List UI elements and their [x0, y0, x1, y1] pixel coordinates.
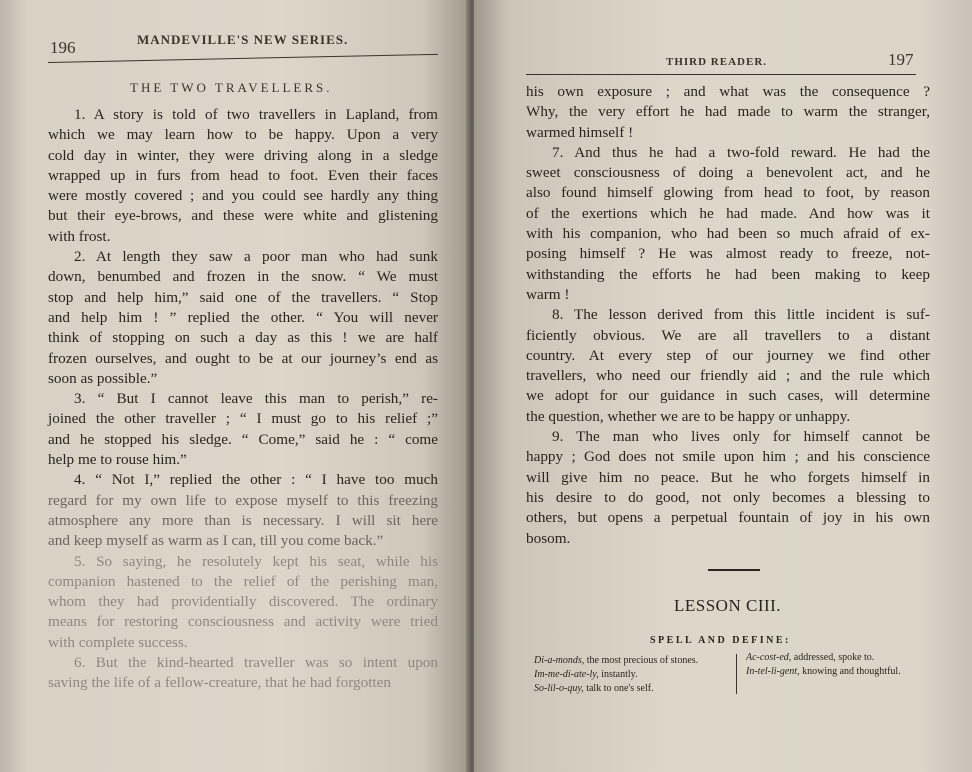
text-line: ficiently obvious. We are all travellers to a distant — [526, 326, 930, 344]
vocab-definition: addressed, spoke to. — [791, 652, 875, 663]
text-line: down, benumbed and frozen in the snow. “ We must — [48, 268, 438, 286]
vocab-definition: talk to one's self. — [583, 683, 654, 694]
text-line: 4. “ Not I,” replied the other : “ I have too much — [74, 471, 438, 489]
text-line: 8. The lesson derived from this little incident is suf- — [552, 306, 930, 324]
text-line: with his companion, who had been so much afraid of ex- — [526, 225, 930, 243]
text-line: think of stopping on such a day as this ! we are half — [48, 329, 438, 347]
page-number-left: 196 — [50, 38, 76, 57]
text-line: bosom. — [526, 529, 571, 547]
story-title: THE TWO TRAVELLERS. — [130, 80, 333, 95]
text-line: posing himself ? He was almost ready to freeze, not- — [526, 245, 930, 263]
lesson-title: LESSON CIII. — [674, 596, 782, 615]
text-line: warm ! — [526, 285, 570, 303]
text-line: 2. At length they saw a poor man who had sunk — [74, 248, 438, 266]
text-line: 6. But the kind-hearted traveller was so intent upon — [74, 654, 438, 672]
text-line: happy ; God does not smile upon him ; and his conscience — [526, 448, 930, 466]
vocab-word: So-lil-o-quy, — [534, 683, 584, 694]
vocab-separator — [736, 654, 737, 694]
text-line: saving the life of a fellow-creature, that he had forgotten — [48, 674, 391, 692]
text-line: regard for my own life to expose myself to this freezing — [48, 491, 438, 509]
vocab-word: In-tel-li-gent, — [746, 666, 800, 677]
left-page — [0, 0, 470, 772]
text-line: means for restoring consciousness and activity were tried — [48, 613, 438, 631]
vocab-entry — [534, 654, 734, 668]
text-line: which we may learn how to be happy. Upon a very — [48, 126, 438, 144]
vocab-entry — [746, 651, 936, 665]
text-line: 7. And thus he had a two-fold reward. He had the — [552, 143, 930, 161]
vocab-word: Di-a-monds, — [534, 655, 585, 666]
text-line: we adopt for our guidance in such cases, will determine — [526, 387, 930, 405]
running-head-left: MANDEVILLE'S NEW SERIES. — [137, 32, 349, 47]
right-body-text — [526, 82, 930, 549]
vocab-entry — [534, 682, 734, 696]
text-line: whom they had providentially discovered. The ordinary — [48, 593, 438, 611]
text-line: the question, whether we are to be happy or unhappy. — [526, 407, 851, 425]
text-line: also found himself glowing from head to foot, by reason — [526, 184, 930, 202]
text-line: frozen ourselves, and ought to be at our journey’s end as — [48, 349, 438, 367]
text-line: with complete success. — [48, 633, 188, 651]
text-line: atmosphere any more than is necessary. I will sit here — [48, 511, 438, 529]
text-line: travellers, who need our friendly aid ; and the rule which — [526, 367, 930, 385]
text-line: wrapped up in furs from head to foot. Even their faces — [48, 166, 438, 184]
text-line: 5. So saying, he resolutely kept his seat, while his — [74, 552, 438, 570]
text-line: will give him no peace. But he who forgets himself in — [526, 468, 930, 486]
text-line: 1. A story is told of two travellers in Lapland, from — [74, 106, 438, 123]
section-divider — [708, 569, 760, 571]
header-rule-right — [526, 74, 916, 75]
text-line: his own exposure ; and what was the consequence ? — [526, 83, 930, 100]
text-line: and keep myself as warm as I can, till you come back.” — [48, 532, 384, 550]
right-page — [474, 0, 972, 772]
vocab-entry — [746, 665, 936, 679]
vocab-definition: knowing and thoughtful. — [799, 666, 901, 677]
text-line: Why, the very effort he had made to warm the stranger, — [526, 103, 930, 121]
text-line: his desire to do good, not only becomes a blessing to — [526, 488, 930, 506]
vocab-list-left — [534, 654, 734, 696]
running-head-right: THIRD READER. — [666, 56, 768, 68]
text-line: of the exertions which he had made. And how was it — [526, 204, 930, 222]
text-line: withstanding the efforts he had been making to keep — [526, 265, 930, 283]
header-rule-left — [48, 54, 438, 63]
text-line: country. At every step of our journey we find other — [526, 346, 930, 364]
text-line: cold day in winter, they were driving along in a sledge — [48, 146, 438, 164]
vocab-definition: instantly. — [598, 669, 638, 680]
vocab-word: Im-me-di-ate-ly, — [534, 669, 599, 680]
text-line: help me to rouse him.” — [48, 451, 187, 469]
text-line: with frost. — [48, 227, 111, 245]
text-line: were mostly covered ; and you could see hardly any thing — [48, 187, 438, 205]
vocab-word: Ac-cost-ed, — [746, 652, 792, 663]
text-line: 3. “ But I cannot leave this man to perish,” re- — [74, 390, 438, 408]
text-line: 9. The man who lives only for himself cannot be — [552, 428, 930, 446]
text-line: but their eye-brows, and these were white and glistening — [48, 207, 438, 225]
text-line: companion hastened to the relief of the perishing man, — [48, 572, 438, 590]
text-line: stop and help him,” said one of the travellers. “ Stop — [48, 288, 438, 306]
page-number-right: 197 — [888, 50, 914, 69]
text-line: and he stopped his sledge. “ Come,” said he : “ come — [48, 430, 438, 448]
text-line: soon as possible.” — [48, 369, 158, 387]
text-line: warmed himself ! — [526, 123, 634, 141]
text-line: and help him ! ” replied the other. “ You will never — [48, 308, 438, 326]
text-line: sweet consciousness of doing a benevolent act, and he — [526, 164, 930, 182]
vocab-list-right — [746, 651, 936, 679]
spell-and-define-heading: SPELL AND DEFINE: — [650, 635, 791, 646]
text-line: joined the other traveller ; “ I must go to his relief ;” — [48, 410, 438, 428]
text-line: others, but opens a perpetual fountain of joy in his own — [526, 509, 930, 527]
vocab-definition: the most precious of stones. — [584, 655, 699, 666]
left-body-text — [48, 105, 438, 694]
vocab-entry — [534, 668, 734, 682]
